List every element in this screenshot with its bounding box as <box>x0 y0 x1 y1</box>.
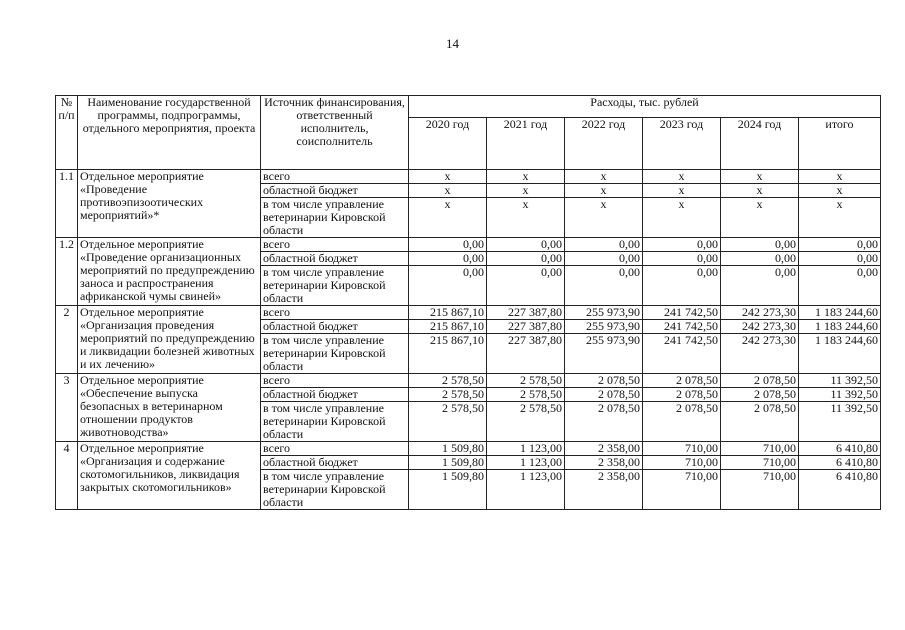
value-cell: 710,00 <box>721 442 799 456</box>
source-total: всего <box>261 170 409 184</box>
value-cell: 2 078,50 <box>643 402 721 442</box>
value-cell: 1 123,00 <box>487 470 565 510</box>
value-cell: х <box>643 184 721 198</box>
value-cell: 0,00 <box>721 252 799 266</box>
value-cell: 2 578,50 <box>487 402 565 442</box>
source-regional: областной бюджет <box>261 184 409 198</box>
value-cell: х <box>487 198 565 238</box>
header-year-2021: 2021 год <box>487 118 565 170</box>
value-cell: 0,00 <box>487 238 565 252</box>
value-cell: 2 578,50 <box>409 402 487 442</box>
value-cell: х <box>487 170 565 184</box>
page-number: 14 <box>446 36 459 51</box>
value-cell: х <box>799 198 881 238</box>
value-cell: 2 358,00 <box>565 456 643 470</box>
header-expenses: Расходы, тыс. рублей <box>409 96 881 118</box>
activity-name: Отдельное мероприятие «Организация и содержание скотомогильников, ликвидация закрытых скотомогильников» <box>78 442 261 510</box>
row-number: 4 <box>56 442 78 510</box>
source-regional: областной бюджет <box>261 456 409 470</box>
source-incl: в том числе управление ветеринарии Кировской области <box>261 198 409 238</box>
value-cell: 11 392,50 <box>799 374 881 388</box>
table-body <box>56 170 881 510</box>
value-cell: 11 392,50 <box>799 402 881 442</box>
value-cell: 2 078,50 <box>565 388 643 402</box>
value-cell: 2 078,50 <box>721 388 799 402</box>
activity-name: Отдельное мероприятие «Проведение организационных мероприятий по предупреждению заноса и распространения африканской чумы свиней» <box>78 238 261 306</box>
value-cell: х <box>721 170 799 184</box>
value-cell: 215 867,10 <box>409 320 487 334</box>
value-cell: 227 387,80 <box>487 320 565 334</box>
value-cell: 6 410,80 <box>799 442 881 456</box>
header-source: Источник финансирования, ответственный исполнитель, соисполнитель <box>261 96 409 170</box>
value-cell: 255 973,90 <box>565 320 643 334</box>
value-cell: х <box>487 184 565 198</box>
value-cell: х <box>565 198 643 238</box>
value-cell: 0,00 <box>643 252 721 266</box>
source-total: всего <box>261 374 409 388</box>
value-cell: 0,00 <box>409 266 487 306</box>
value-cell: 1 509,80 <box>409 442 487 456</box>
row-number: 1.1 <box>56 170 78 238</box>
value-cell: 1 123,00 <box>487 456 565 470</box>
value-cell: 255 973,90 <box>565 306 643 320</box>
value-cell: 0,00 <box>799 238 881 252</box>
source-incl: в том числе управление ветеринарии Кировской области <box>261 266 409 306</box>
value-cell: 0,00 <box>643 238 721 252</box>
value-cell: 0,00 <box>487 266 565 306</box>
source-incl: в том числе управление ветеринарии Кировской области <box>261 470 409 510</box>
table-row <box>56 374 881 388</box>
value-cell: 0,00 <box>565 238 643 252</box>
value-cell: 0,00 <box>565 252 643 266</box>
value-cell: 2 078,50 <box>643 374 721 388</box>
value-cell: х <box>409 198 487 238</box>
value-cell: 241 742,50 <box>643 334 721 374</box>
value-cell: 710,00 <box>643 456 721 470</box>
value-cell: 0,00 <box>799 266 881 306</box>
value-cell: 227 387,80 <box>487 334 565 374</box>
value-cell: 710,00 <box>643 442 721 456</box>
value-cell: 0,00 <box>409 238 487 252</box>
value-cell: 2 078,50 <box>565 402 643 442</box>
header-year-2024: 2024 год <box>721 118 799 170</box>
value-cell: 241 742,50 <box>643 320 721 334</box>
value-cell: х <box>643 170 721 184</box>
table-row <box>56 238 881 252</box>
value-cell: 242 273,30 <box>721 306 799 320</box>
value-cell: 1 123,00 <box>487 442 565 456</box>
budget-table <box>55 95 881 510</box>
header-year-2020: 2020 год <box>409 118 487 170</box>
value-cell: 0,00 <box>409 252 487 266</box>
value-cell: 0,00 <box>487 252 565 266</box>
value-cell: 0,00 <box>643 266 721 306</box>
value-cell: 6 410,80 <box>799 456 881 470</box>
header-total: итого <box>799 118 881 170</box>
header-year-2023: 2023 год <box>643 118 721 170</box>
header-name: Наименование государственной программы, подпрограммы, отдельного мероприятия, проекта <box>78 96 261 170</box>
header-num: № п/п <box>56 96 78 170</box>
value-cell: х <box>565 184 643 198</box>
row-number: 1.2 <box>56 238 78 306</box>
row-number: 2 <box>56 306 78 374</box>
source-total: всего <box>261 306 409 320</box>
value-cell: 1 183 244,60 <box>799 334 881 374</box>
value-cell: х <box>721 184 799 198</box>
value-cell: 2 578,50 <box>487 374 565 388</box>
value-cell: 11 392,50 <box>799 388 881 402</box>
row-number: 3 <box>56 374 78 442</box>
value-cell: 2 578,50 <box>409 388 487 402</box>
value-cell: 6 410,80 <box>799 470 881 510</box>
value-cell: 1 509,80 <box>409 456 487 470</box>
value-cell: 242 273,30 <box>721 334 799 374</box>
value-cell: 2 578,50 <box>409 374 487 388</box>
value-cell: 2 358,00 <box>565 442 643 456</box>
value-cell: 255 973,90 <box>565 334 643 374</box>
source-regional: областной бюджет <box>261 388 409 402</box>
activity-name: Отдельное мероприятие «Организация проведения мероприятий по предупреждению и ликвидации болезней животных и их лечению» <box>78 306 261 374</box>
value-cell: 2 578,50 <box>487 388 565 402</box>
source-regional: областной бюджет <box>261 252 409 266</box>
value-cell: 1 183 244,60 <box>799 306 881 320</box>
value-cell: 0,00 <box>721 238 799 252</box>
source-total: всего <box>261 442 409 456</box>
value-cell: 2 078,50 <box>565 374 643 388</box>
activity-name: Отдельное мероприятие «Обеспечение выпуска безопасных в ветеринарном отношении продуктов животноводства» <box>78 374 261 442</box>
value-cell: 710,00 <box>721 470 799 510</box>
value-cell: х <box>799 170 881 184</box>
value-cell: 0,00 <box>565 266 643 306</box>
value-cell: 2 078,50 <box>721 374 799 388</box>
header-year-2022: 2022 год <box>565 118 643 170</box>
value-cell: 2 358,00 <box>565 470 643 510</box>
value-cell: х <box>643 198 721 238</box>
table-row <box>56 170 881 184</box>
value-cell: х <box>721 198 799 238</box>
source-regional: областной бюджет <box>261 320 409 334</box>
value-cell: 1 183 244,60 <box>799 320 881 334</box>
value-cell: 2 078,50 <box>643 388 721 402</box>
value-cell: х <box>409 184 487 198</box>
table-row <box>56 442 881 456</box>
value-cell: 0,00 <box>799 252 881 266</box>
source-total: всего <box>261 238 409 252</box>
value-cell: 215 867,10 <box>409 306 487 320</box>
value-cell: 710,00 <box>643 470 721 510</box>
table-row <box>56 306 881 320</box>
activity-name: Отдельное мероприятие «Проведение противоэпизоотических мероприятий»* <box>78 170 261 238</box>
value-cell: 242 273,30 <box>721 320 799 334</box>
value-cell: 710,00 <box>721 456 799 470</box>
value-cell: 0,00 <box>721 266 799 306</box>
source-incl: в том числе управление ветеринарии Кировской области <box>261 334 409 374</box>
value-cell: 1 509,80 <box>409 470 487 510</box>
value-cell: 241 742,50 <box>643 306 721 320</box>
source-incl: в том числе управление ветеринарии Кировской области <box>261 402 409 442</box>
value-cell: 227 387,80 <box>487 306 565 320</box>
value-cell: 2 078,50 <box>721 402 799 442</box>
value-cell: х <box>565 170 643 184</box>
value-cell: 215 867,10 <box>409 334 487 374</box>
value-cell: х <box>409 170 487 184</box>
value-cell: х <box>799 184 881 198</box>
